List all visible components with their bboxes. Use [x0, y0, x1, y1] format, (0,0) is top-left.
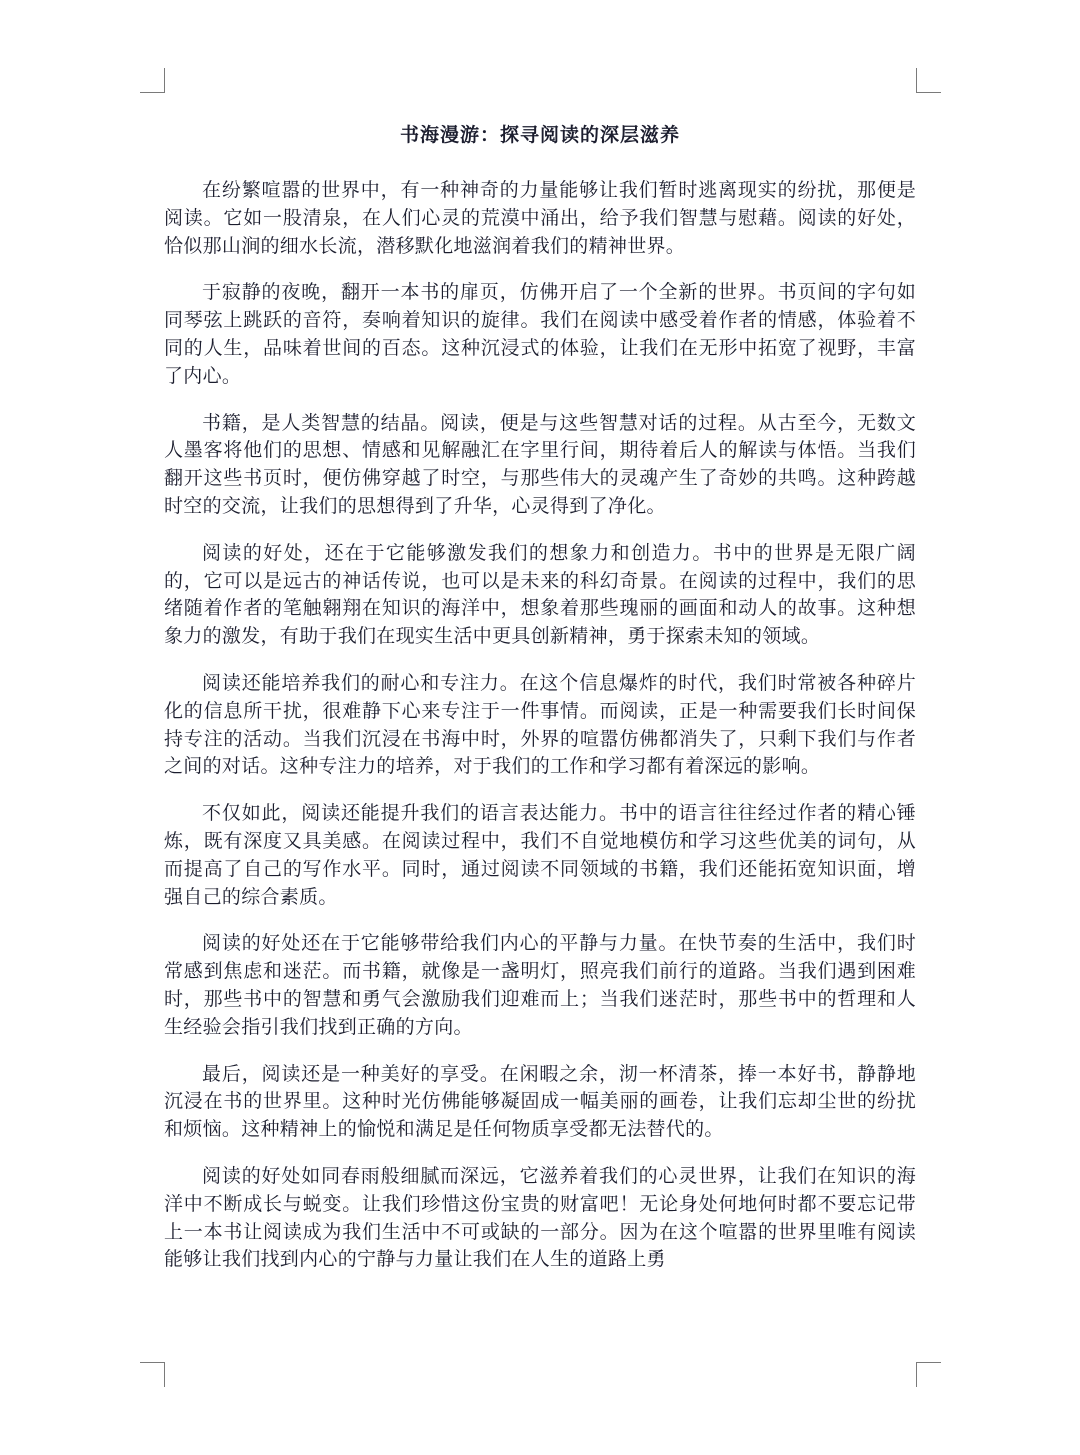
document-body — [164, 118, 916, 1380]
corner-mark-top-right — [916, 68, 941, 93]
paragraph-6: 不仅如此，阅读还能提升我们的语言表达能力。书中的语言往往经过作者的精心锤炼，既有深度又具美感。在阅读过程中，我们不自觉地模仿和学习这些优美的词句，从而提高了自己的写作水平。同时，通过阅读不同领域的书籍，我们还能拓宽知识面，增强自己的综合素质。 — [164, 802, 916, 908]
document-title: 书海漫游：探寻阅读的深层滋养 — [399, 124, 680, 146]
paragraph-list — [164, 177, 916, 1274]
corner-mark-bottom-left — [140, 1362, 165, 1387]
paragraph-5: 阅读还能培养我们的耐心和专注力。在这个信息爆炸的时代，我们时常被各种碎片化的信息所干扰，很难静下心来专注于一件事情。而阅读，正是一种需要我们长时间保持专注的活动。当我们沉浸在书海中时，外界的喧嚣仿佛都消失了，只剩下我们与作者之间的对话。这种专注力的培养，对于我们的工作和学习都有着深远的影响。 — [164, 671, 916, 778]
corner-mark-bottom-right — [916, 1362, 941, 1387]
paragraph-8: 最后，阅读还是一种美好的享受。在闲暇之余，沏一杯清茶，捧一本好书，静静地沉浸在书的世界里。这种时光仿佛能够凝固成一幅美丽的画卷，让我们忘却尘世的纷扰和烦恼。这种精神上的愉悦和满足是任何物质享受都无法替代的。 — [164, 1062, 916, 1141]
paragraph-9: 阅读的好处如同春雨般细腻而深远，它滋养着我们的心灵世界，让我们在知识的海洋中不断成长与蜕变。让我们珍惜这份宝贵的财富吧！无论身处何地何时都不要忘记带上一本书让阅读成为我们生活中不可或缺的一部分。因为在这个喧嚣的世界里唯有阅读能够让我们找到内心的宁静与力量让我们在人生的道路上勇 — [164, 1164, 916, 1271]
paragraph-2: 于寂静的夜晚，翻开一本书的扉页，仿佛开启了一个全新的世界。书页间的字句如同琴弦上跳跃的音符，奏响着知识的旋律。我们在阅读中感受着作者的情感，体验着不同的人生，品味着世间的百态。这种沉浸式的体验，让我们在无形中拓宽了视野，丰富了内心。 — [164, 281, 916, 387]
paragraph-3: 书籍，是人类智慧的结晶。阅读，便是与这些智慧对话的过程。从古至今，无数文人墨客将他们的思想、情感和见解融汇在字里行间，期待着后人的解读与体悟。当我们翻开这些书页时，便仿佛穿越了时空，与那些伟大的灵魂产生了奇妙的共鸣。这种跨越时空的交流，让我们的思想得到了升华，心灵得到了净化。 — [164, 411, 916, 517]
paragraph-7: 阅读的好处还在于它能够带给我们内心的平静与力量。在快节奏的生活中，我们时常感到焦虑和迷茫。而书籍，就像是一盏明灯，照亮我们前行的道路。当我们遇到困难时，那些书中的智慧和勇气会激励我们迎难而上；当我们迷茫时，那些书中的哲理和人生经验会指引我们找到正确的方向。 — [164, 932, 916, 1038]
paragraph-1: 在纷繁喧嚣的世界中，有一种神奇的力量能够让我们暂时逃离现实的纷扰，那便是阅读。它如一股清泉，在人们心灵的荒漠中涌出，给予我们智慧与慰藉。阅读的好处，恰似那山涧的细水长流，潜移默化地滋润着我们的精神世界。 — [164, 179, 916, 257]
paragraph-4: 阅读的好处，还在于它能够激发我们的想象力和创造力。书中的世界是无限广阔的，它可以是远古的神话传说，也可以是未来的科幻奇景。在阅读的过程中，我们的思绪随着作者的笔触翱翔在知识的海洋中，想象着那些瑰丽的画面和动人的故事。这种想象力的激发，有助于我们在现实生活中更具创新精神，勇于探索未知的领域。 — [164, 541, 916, 648]
corner-mark-top-left — [140, 68, 165, 93]
